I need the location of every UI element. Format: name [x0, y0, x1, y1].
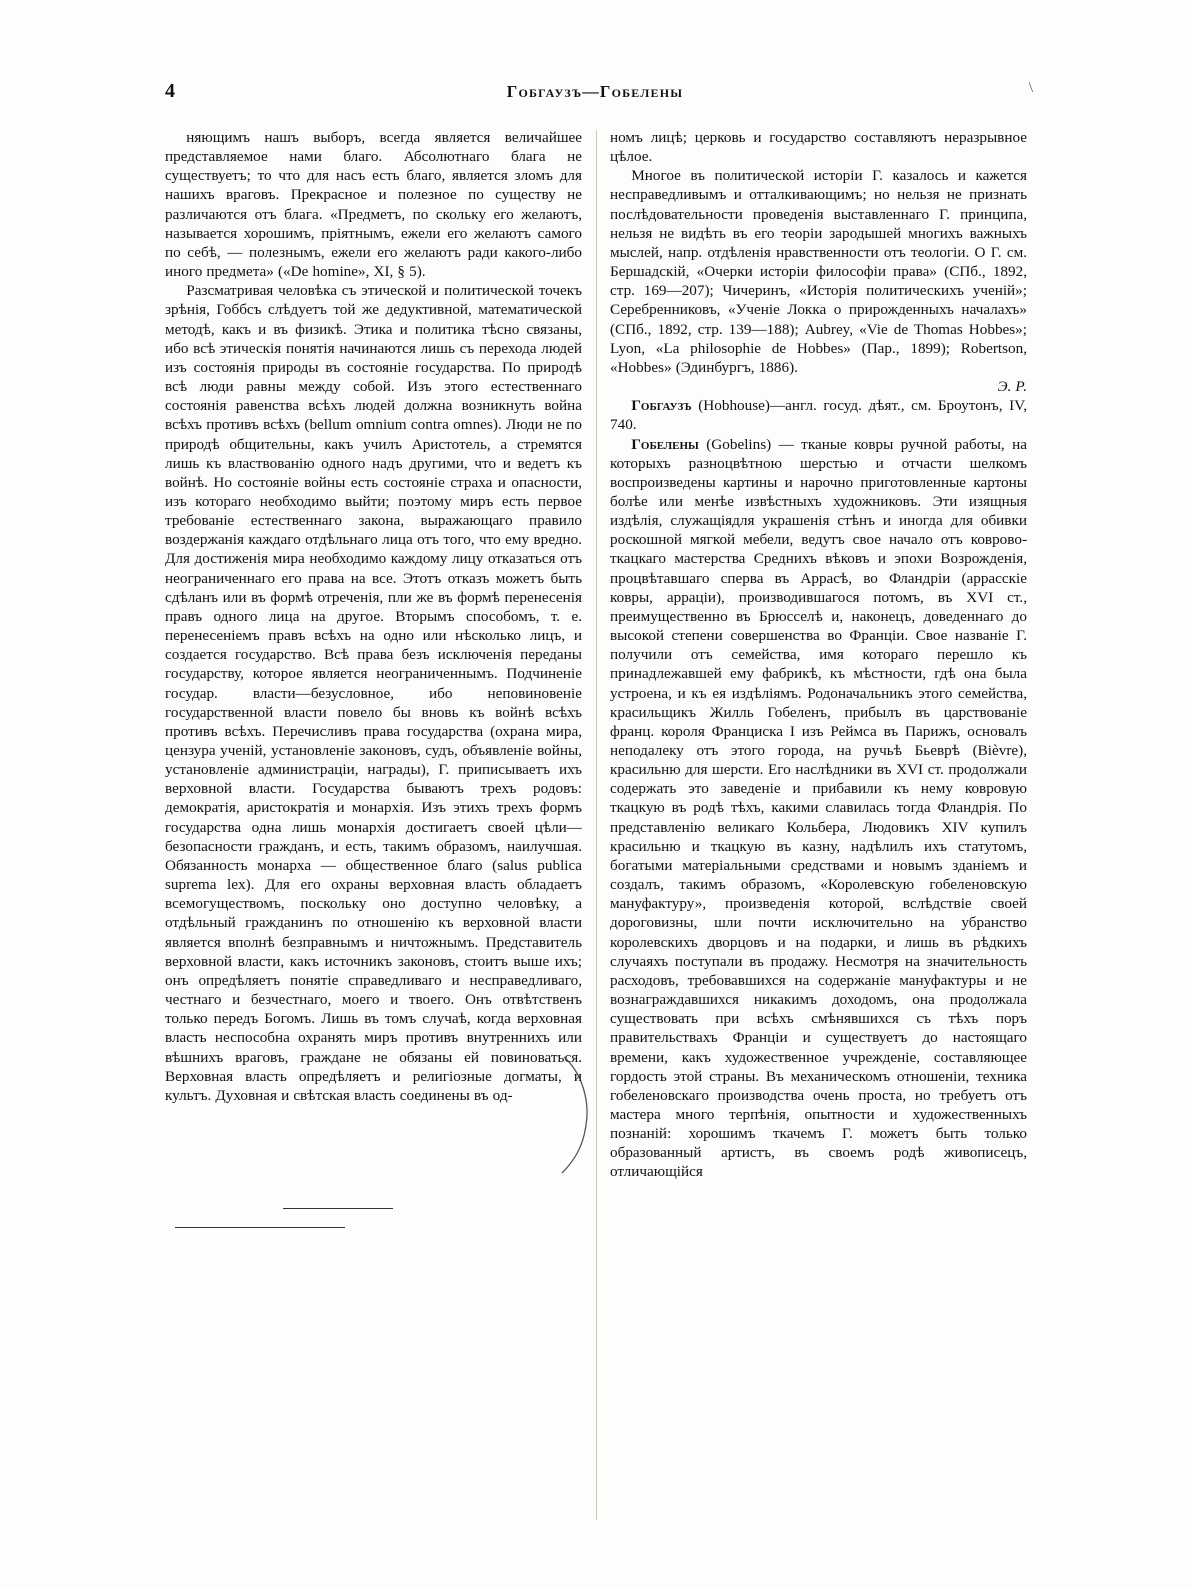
running-head: Гобгаузъ—Гобелены [506, 82, 684, 101]
page-number: 4 [165, 80, 175, 102]
entry-text: (Hobhouse)—англ. госуд. дѣят., см. Броутонъ, IV, 740. [610, 397, 1027, 434]
right-column [610, 128, 1027, 1523]
paragraph: няющимъ нашъ выборъ, всегда является величайшее представляемое нами благо. Абсолютнаго блага не существуетъ; то что для насъ есть благо, является зломъ для нашихъ враговъ. Прекрасное и полезное по существу не различаются отъ блага. «Предметъ, по скольку его желаютъ, называется хорошимъ, пріятнымъ, ежели его желаютъ самого по себѣ, — полезнымъ, ежели его желаютъ ради какого-либо иного предмета» («De homine», XI, § 5). [165, 129, 582, 281]
margin-tick-mark: \ [1028, 80, 1033, 96]
paragraph [610, 166, 1027, 396]
paragraph: Разсматривая человѣка съ этической и политической точекъ зрѣнія, Гоббсъ слѣдуетъ той же дедуктивной, математической методѣ, какъ и въ физикѣ. Этика и политика тѣсно связаны, ибо всѣ этическія понятія начинаются лишь съ перехода людей изъ состоянія природы въ состояніе государства. По природѣ всѣ люди равны между собой. Изъ этого естественнаго состоянія равенства всѣхъ людей должна возникнуть война всѣхъ противъ всѣхъ (bellum omnium contra omnes). Люди не по природѣ общительны, какъ училъ Аристотель, а стремятся лишь къ властвованію одного надъ другими, что и ведетъ къ войнѣ. Но состояніе войны есть состояніе страха и опасности, изъ котораго необходимо выйти; поэтому миръ есть первое требованіе естественнаго закона, выражающаго правило воздержанія каждаго отдѣльнаго лица отъ того, что ему вредно. Для достиженія мира необходимо каждому лицу отказаться отъ неограниченнаго его права на все. Этотъ отказъ можетъ быть сдѣланъ или въ формѣ отреченія, пли же въ формѣ перенесенія правъ одного лица на другое. Вторымъ способомъ, т. е. перенесеніемъ правъ всѣхъ на одно или нѣсколько лицъ, и создается государство. Всѣ права безъ исключенія переданы государству, которое является неограниченнымъ. Подчиненіе государ. власти—безусловное, ибо неповиновеніе государственной власти повело бы вновь къ войнѣ всѣхъ противъ всѣхъ. Перечисливъ права государства (охрана мира, цензура ученій, установленіе законовъ, судъ, объявленіе войны, установленіе администраціи, награды), Г. приписываетъ ихъ верховной власти. Государства бываютъ трехъ родовъ: демократія, аристократія и монархія. Изъ этихъ трехъ формъ государства одна лишь монархія достигаетъ своей цѣли—безопасности гражданъ, и есть, такимъ образомъ, наилучшая. Обязанность монарха — общественное благо (salus publica suprema lex). Для его охраны верховная власть обладаетъ всемогуществомъ, поскольку оно доступно человѣку, а отдѣльный гражданинъ по отношенію къ верховной власти является вполнѣ безправнымъ и ничтожнымъ. Представитель верховной власти, какъ источникъ законовъ, стоитъ выше ихъ; онъ опредѣляетъ понятіе справедливаго и несправедливаго, честнаго и безчестнаго, моего и твоего. Онъ отвѣтственъ только передъ Богомъ. Лишь въ томъ случаѣ, когда верховная власть неспособна охранять миръ противъ внутреннихъ или вѣшнихъ враговъ, граждане не обязаны ей повиноваться. Верховная власть опредѣляетъ и религіозные догматы, и культъ. Духовная и свѣтская власть соединены въ од- [165, 282, 582, 1104]
entry-headword: Гобелены [631, 435, 699, 453]
column-divider-rule [596, 130, 597, 1520]
pencil-underline-2 [175, 1227, 345, 1228]
dictionary-entry-gobeleny [610, 435, 1027, 1182]
paragraph-text: Многое въ политической исторіи Г. казалось и кажется несправедливымъ и отталкивающимъ; но нельзя не признать послѣдовательности проведенія выставленнаго Г. принципа, нельзя не видѣть въ его теоріи зародышей многихъ важныхъ мыслей, напр. отдѣленія нравственности отъ теологіи. О Г. см. Бершадскій, «Очерки исторіи философіи права» (СПб., 1892, стр. 169—207); Чичеринъ, «Исторія политическихъ ученій»; Серебренниковъ, «Ученіе Локка о прирожденныхъ началахъ» (СПб., 1892, стр. 139—188); Aubrey, «Vie de Thomas Hobbes»; Lyon, «La philosophie de Hobbes» (Пар., 1899); Robertson, «Hobbes» (Эдинбургъ, 1886). [610, 167, 1027, 376]
page-header [165, 80, 1033, 110]
entry-headword: Гобгаузъ [631, 397, 692, 415]
dictionary-entry-gobgauz [610, 396, 1027, 434]
entry-text: (Gobelins) — тканые ковры ручной работы, на которыхъ разноцвѣтною шерстью и отчасти шелкомъ воспроизведены картины и нарочно приготовленные картоны болѣе или менѣе извѣстныхъ художниковъ. Эти изящныя издѣлія, служащіядля украшенія стѣнъ и иногда для обивки роскошной мягкой мебели, ведутъ свое начало отъ коврово-ткацкаго мастерства Среднихъ вѣковъ и эпохи Возрожденія, процвѣтавшаго сперва въ Аррасѣ, во Фландріи (аррасскіе ковры, арраціи), производившагося потомъ, въ XVI ст., преимущественно въ Брюсселѣ и, наконецъ, доведеннаго до высокой степени совершенства во Франціи. Свое названіе Г. получили отъ семейства, имя котораго перешло къ принадлежавшей ему фабрикѣ, къ мѣстности, гдѣ она была устроена, и къ ея издѣліямъ. Родоначальникъ этого семейства, красильщикъ Жилль Гобеленъ, прибылъ въ царствованіе франц. короля Франциска I изъ Реймса въ Парижъ, основалъ неподалеку отъ этого города, на ручьѣ Бьеврѣ (Bièvre), красильню для шерсти. Его наслѣдники въ XVI ст. продолжали содержать это заведеніе и прибавили къ нему ковровую ткацкую въ родѣ тѣхъ, какими славилась тогда Фландрія. По представленію великаго Кольбера, Людовикъ XIV купилъ красильню и ткацкую въ казну, надѣлилъ ихъ статутомъ, богатыми матеріальными средствами и новымъ зданіемъ и создалъ, такимъ образомъ, «Королевскую гобеленовскую мануфактуру», произведенія которой, вслѣдствіе своей дороговизны, шли почти исключительно на убранство королевскихъ дворцовъ и на подарки, и лишь въ рѣдкихъ случаяхъ поступали въ продажу. Несмотря на значительность расходовъ, требовавшихся на содержаніе мануфактуры и не вознаграждавшихся никакимъ доходомъ, она продолжала существовать при всѣхъ смѣнявшихся съ тѣхъ поръ правительствахъ Франціи и существуетъ до настоящаго времени, какъ художественное учрежденіе, составляющее гордость этой страны. Въ механическомъ отношеніи, техника гобеленовскаго производства очень проста, но требуетъ отъ мастера много терпѣнія, опытности и художественныхъ познаній: хорошимъ ткачемъ Г. можетъ быть только образованный артистъ, въ своемъ родѣ живописецъ, отличающійся [610, 435, 1027, 1181]
left-column [165, 128, 582, 1523]
author-signature: Э. Р. [997, 378, 1027, 396]
paragraph: номъ лицѣ; церковь и государство составляютъ неразрывное цѣлое. [610, 129, 1027, 166]
pencil-underline-1 [283, 1208, 393, 1209]
